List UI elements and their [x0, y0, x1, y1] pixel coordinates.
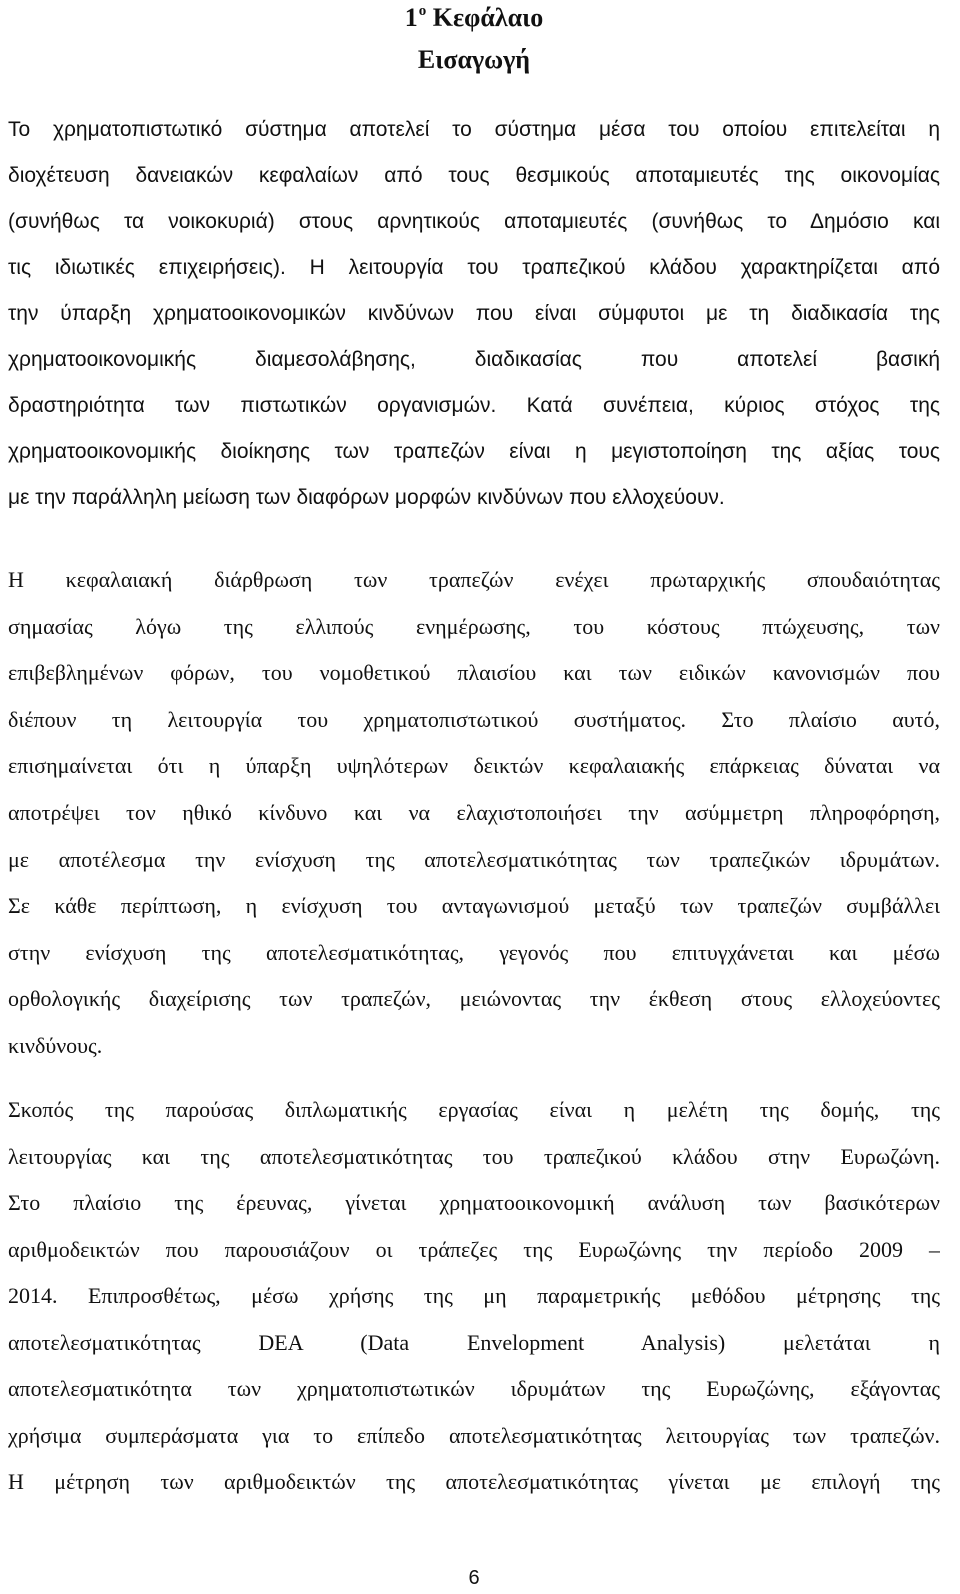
- paragraph-line: επισημαίνεται ότι η ύπαρξη υψηλότερων δεικτών κεφαλαιακής επάρκειας δύναται να: [8, 753, 940, 779]
- chapter-label: Κεφάλαιο: [432, 3, 544, 32]
- chapter-ordinal: ο: [418, 3, 427, 19]
- page-number: 6: [468, 1567, 480, 1589]
- paragraph-line: με την παράλληλη μείωση των διαφόρων μορφών κινδύνων που ελλοχεύουν.: [8, 486, 725, 509]
- paragraph-line: χρήσιμα συμπεράσματα για το επίπεδο αποτελεσματικότητας λειτουργίας των τραπεζών.: [8, 1422, 940, 1448]
- paragraph-line: Το χρηματοπιστωτικό σύστημα αποτελεί το σύστημα μέσα του οποίου επιτελείται η: [8, 118, 940, 141]
- paragraph-line: αποτελεσματικότητα των χρηματοπιστωτικών ιδρυμάτων της Ευρωζώνης, εξάγοντας: [8, 1376, 940, 1401]
- paragraph-3: [8, 1087, 940, 1506]
- paragraph-line: επιβεβλημένων φόρων, του νομοθετικού πλαισίου και των ειδικών κανονισμών που: [8, 660, 940, 686]
- paragraph-line: διοχέτευση δανειακών κεφαλαίων από τους θεσμικούς αποταμιευτές της οικονομίας: [8, 164, 940, 187]
- paragraph-line: χρηματοοικονομικής διοίκησης των τραπεζών είναι η μεγιστοποίηση της αξίας τους: [8, 440, 940, 463]
- paragraph-line: χρηματοοικονομικής διαμεσολάβησης, διαδικασίας που αποτελεί βασική: [8, 348, 940, 371]
- paragraph-line: ορθολογικής διαχείρισης των τραπεζών, μειώνοντας την έκθεση στους ελλοχεύοντες: [8, 986, 940, 1012]
- paragraph-2: [8, 557, 940, 1070]
- paragraph-line: αποτρέψει τον ηθικό κίνδυνο και να ελαχιστοποιήσει την ασύμμετρη πληροφόρηση,: [8, 799, 940, 825]
- paragraph-line: με αποτέλεσμα την ενίσχυση της αποτελεσματικότητας των τραπεζικών ιδρυμάτων.: [8, 846, 940, 872]
- section-title: Εισαγωγή: [417, 45, 531, 74]
- paragraph-line: λειτουργίας και της αποτελεσματικότητας του τραπεζικού κλάδου στην Ευρωζώνη.: [8, 1143, 940, 1169]
- paragraph-line: 2014. Επιπροσθέτως, μέσω χρήσης της μη παραμετρικής μεθόδου μέτρησης της: [8, 1283, 940, 1308]
- paragraph-line: κινδύνους.: [8, 1032, 103, 1058]
- paragraph-line: αριθμοδεικτών που παρουσιάζουν οι τράπεζες της Ευρωζώνης την περίοδο 2009 –: [8, 1236, 940, 1262]
- chapter-heading: [8, 0, 940, 36]
- paragraph-line: τις ιδιωτικές επιχειρήσεις). Η λειτουργία του τραπεζικού κλάδου χαρακτηρίζεται από: [8, 256, 940, 279]
- chapter-number: 1: [404, 3, 418, 32]
- paragraph-line: Η κεφαλαιακή διάρθρωση των τραπεζών ενέχει πρωταρχικής σπουδαιότητας: [8, 567, 940, 592]
- paragraph-line: διέπουν τη λειτουργία του χρηματοπιστωτικού συστήματος. Στο πλαίσιο αυτό,: [8, 706, 940, 732]
- paragraph-line: Η μέτρηση των αριθμοδεικτών της αποτελεσματικότητας γίνεται με επιλογή της: [8, 1469, 940, 1494]
- paragraph-line: σημασίας λόγω της ελλιπούς ενημέρωσης, του κόστους πτώχευσης, των: [8, 613, 940, 639]
- paragraph-line: την ύπαρξη χρηματοοικονομικών κινδύνων που είναι σύμφυτοι με τη διαδικασία της: [8, 302, 940, 325]
- paragraph-line: (συνήθως τα νοικοκυριά) στους αρνητικούς αποταμιευτές (συνήθως το Δημόσιο και: [8, 210, 940, 233]
- paragraph-line: Σε κάθε περίπτωση, η ενίσχυση του ανταγωνισμού μεταξύ των τραπεζών συμβάλλει: [8, 893, 940, 919]
- paragraph-1: [8, 107, 940, 521]
- paragraph-line: στην ενίσχυση της αποτελεσματικότητας, γεγονός που επιτυγχάνεται και μέσω: [8, 939, 940, 965]
- paragraph-line: αποτελεσματικότητας DEA (Data Envelopment Analysis) μελετάται η: [8, 1329, 940, 1355]
- paragraph-line: Σκοπός της παρούσας διπλωματικής εργασίας είναι η μελέτη της δομής, της: [8, 1097, 940, 1122]
- paragraph-line: δραστηριότητα των πιστωτικών οργανισμών. Κατά συνέπεια, κύριος στόχος της: [8, 394, 940, 417]
- paragraph-line: Στο πλαίσιο της έρευνας, γίνεται χρηματοοικονομική ανάλυση των βασικότερων: [8, 1190, 940, 1215]
